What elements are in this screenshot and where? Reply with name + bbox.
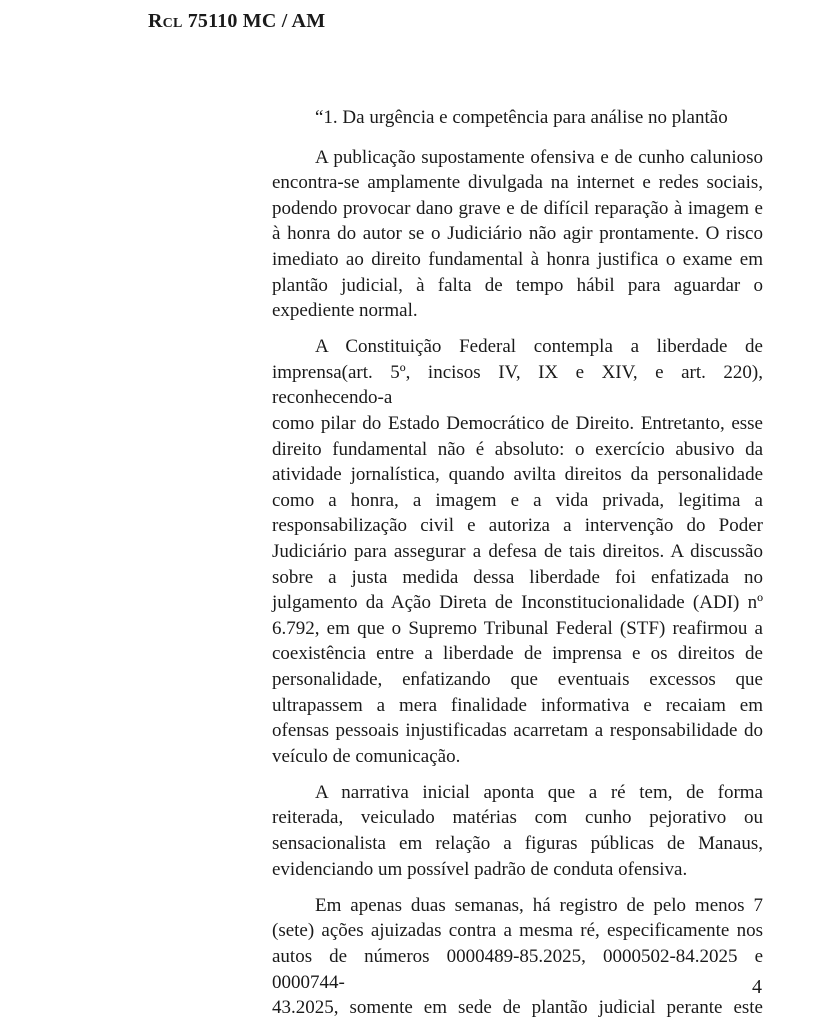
text-line: Em apenas duas semanas, há registro de pelo menos 7 — [315, 894, 763, 916]
text-line: A narrativa inicial aponta que a ré tem, de forma — [315, 781, 763, 803]
text-line: ofensas pessoais injustificadas acarretam a responsabilidade do — [272, 720, 763, 742]
text-line: reiterada, veiculado matérias com cunho pejorativo ou — [272, 807, 763, 829]
text-line: coexistência entre a liberdade de imprensa e os direitos de — [272, 643, 763, 665]
paragraph — [272, 893, 763, 1021]
text-line: Judiciário para assegurar a defesa de tais direitos. A discussão — [272, 541, 763, 562]
text-line: autos de números 0000489-85.2025, 0000502-84.2025 e 0000744- — [272, 945, 763, 993]
text-line: imediato ao direito fundamental à honra justifica o exame em — [272, 248, 763, 270]
text-line: expediente normal. — [272, 300, 418, 322]
document-body — [272, 105, 763, 1031]
paragraph — [272, 780, 763, 882]
paragraphs — [272, 145, 763, 1021]
text-line: 6.792, em que o Supremo Tribunal Federal (STF) reafirmou a — [272, 617, 763, 639]
text-line: como a honra, a imagem e a vida privada, legitima a — [272, 489, 763, 511]
page-number: 4 — [752, 976, 762, 998]
paragraph — [272, 145, 763, 324]
text-line: atividade jornalística, quando avilta direitos da personalidade — [272, 464, 763, 486]
text-line: personalidade, enfatizando que eventuais excessos que — [272, 668, 763, 690]
text-line: julgamento da Ação Direta de Inconstitucionalidade (ADI) nº — [272, 592, 763, 614]
text-line: à honra do autor se o Judiciário não agir prontamente. O risco — [272, 223, 763, 245]
text-line: 43.2025, somente em sede de plantão judicial perante este — [272, 997, 763, 1019]
text-line: veículo de comunicação. — [272, 745, 461, 767]
text-line: imprensa(art. 5º, incisos IV, IX e XIV, e art. 220), reconhecendo-a — [272, 361, 763, 409]
text-line: responsabilização civil e autoriza a intervenção do Poder — [272, 515, 763, 537]
text-line: direito fundamental não é absoluto: o exercício abusivo da — [272, 438, 763, 460]
text-line: A publicação supostamente ofensiva e de cunho calunioso — [315, 146, 763, 168]
case-reference-header: Rcl 75110 MC / AM — [148, 10, 326, 32]
text-line: como pilar do Estado Democrático de Direito. Entretanto, esse — [272, 413, 763, 435]
text-line: evidenciando um possível padrão de conduta ofensiva. — [272, 858, 688, 880]
paragraph — [272, 334, 763, 769]
text-line: sensacionalista em relação a figuras públicas de Manaus, — [272, 833, 763, 855]
text-line: encontra-se amplamente divulgada na internet e redes sociais, — [272, 172, 763, 194]
text-line: (sete) ações ajuizadas contra a mesma ré, especificamente nos — [272, 920, 763, 942]
text-line: ultrapassem a mera finalidade informativa e recaiam em — [272, 694, 763, 716]
section-heading: “1. Da urgência e competência para análise no plantão — [315, 107, 728, 128]
text-line: A Constituição Federal contempla a liberdade de — [315, 336, 763, 358]
text-line: plantão judicial, à falta de tempo hábil para aguardar o — [272, 274, 763, 296]
text-line: podendo provocar dano grave e de difícil reparação à imagem e — [272, 197, 763, 219]
text-line: sobre a justa medida dessa liberdade foi enfatizada no — [272, 566, 763, 588]
